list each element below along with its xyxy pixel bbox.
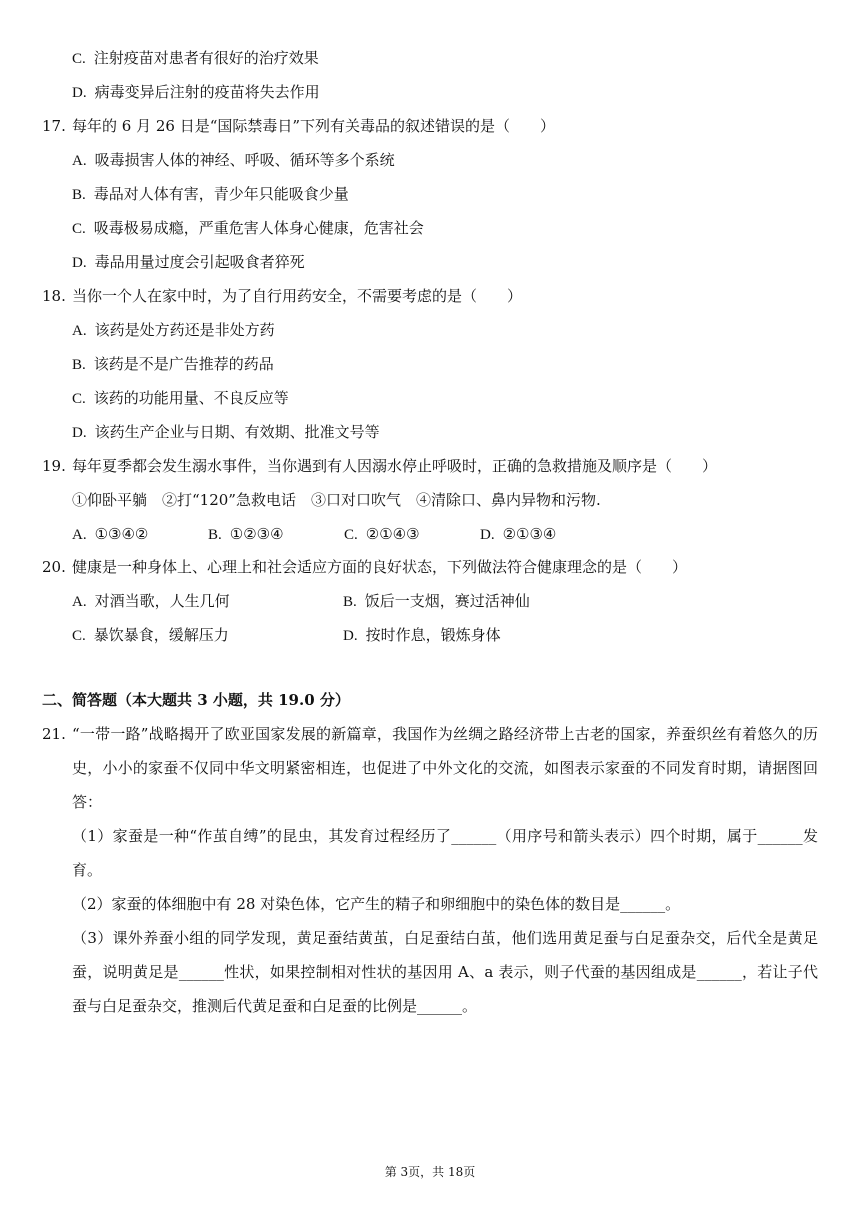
q21-part-1: （1）家蚕是一种“作茧自缚”的昆虫，其发育过程经历了______（用序号和箭头表示）四个时期，属于______发育。: [72, 827, 818, 879]
option-letter: A.: [72, 323, 87, 339]
option-letter: D.: [72, 425, 87, 441]
q18-stem: 当你一个人在家中时，为了自行用药安全，不需要考虑的是（ ）: [72, 287, 523, 305]
page-footer: 第 3页，共 18页: [384, 1165, 476, 1179]
q20-option-a: [72, 591, 230, 612]
option-letter: C.: [72, 51, 86, 67]
option-text: ②①④③: [365, 525, 420, 543]
q19-option-d: [480, 524, 556, 545]
q21-stem: “一带一路”战略揭开了欧亚国家发展的新篇章，我国作为丝绸之路经济带上古老的国家，养蚕织丝有着悠久的历史，小小的家蚕不仅同中华文明紧密相连，也促进了中外文化的交流，如图表示家蚕的不同发育时期，请据图回答：: [72, 725, 818, 811]
option-text: 该药是处方药还是非处方药: [94, 321, 275, 339]
q20-option-c: [72, 625, 229, 646]
q21-part-3: （3）课外养蚕小组的同学发现，黄足蚕结黄茧，白足蚕结白茧，他们选用黄足蚕与白足蚕杂交，后代全是黄足蚕，说明黄足是______性状，如果控制相对性状的基因用 A、a 表示，则子代蚕的基因组成是______，若让子代蚕与白足蚕杂交，推测后代黄足蚕和白足蚕的比例是______。: [72, 929, 818, 1015]
option-letter: B.: [208, 527, 222, 543]
q17-option-b: [72, 184, 349, 205]
q19-option-c: [344, 524, 420, 545]
q19-stem: 每年夏季都会发生溺水事件，当你遇到有人因溺水停止呼吸时，正确的急救措施及顺序是（ ）: [72, 457, 718, 475]
option-text: 饭后一支烟，赛过活神仙: [364, 592, 530, 610]
option-text: 吸毒极易成瘾，严重危害人体身心健康，危害社会: [93, 219, 424, 237]
option-letter: C.: [72, 221, 86, 237]
option-letter: A.: [72, 153, 87, 169]
option-letter: D.: [343, 628, 358, 644]
option-text: 病毒变异后注射的疫苗将失去作用: [94, 83, 320, 101]
option-text: 该药生产企业与日期、有效期、批准文号等: [94, 423, 380, 441]
q17-option-a: [72, 150, 395, 171]
q21-number: 21.: [42, 725, 66, 743]
option-letter: B.: [72, 187, 86, 203]
option-letter: D.: [72, 85, 87, 101]
option-text: 该药是不是广告推荐的药品: [93, 355, 274, 373]
q21-part-2: （2）家蚕的体细胞中有 28 对染色体，它产生的精子和卵细胞中的染色体的数目是______。: [72, 895, 681, 913]
q20-option-d: [343, 625, 501, 646]
section-title: 二、简答题（本大题共 3 小题，共 19.0 分）: [42, 691, 350, 709]
q19-number: 19.: [42, 457, 66, 475]
option-letter: A.: [72, 594, 87, 610]
option-letter: B.: [72, 357, 86, 373]
q18-option-d: [72, 422, 380, 443]
option-letter: C.: [344, 527, 358, 543]
option-letter: D.: [72, 255, 87, 271]
option-text: ①③④②: [94, 525, 149, 543]
q20-stem: 健康是一种身体上、心理上和社会适应方面的良好状态，下列做法符合健康理念的是（ ）: [72, 558, 688, 576]
q20-option-b: [343, 591, 530, 612]
option-text: 吸毒损害人体的神经、呼吸、循环等多个系统: [94, 151, 395, 169]
q17-option-d: [72, 252, 305, 273]
q18-option-b: [72, 354, 274, 375]
option-text: 注射疫苗对患者有很好的治疗效果: [93, 49, 319, 67]
q17-option-c: [72, 218, 424, 239]
q19-option-b: [208, 524, 284, 545]
q17-number: 17.: [42, 117, 66, 135]
option-letter: C.: [72, 391, 86, 407]
q17-stem: 每年的 6 月 26 日是“国际禁毒日”下列有关毒品的叙述错误的是（ ）: [72, 117, 556, 135]
q18-option-c: [72, 388, 289, 409]
option-letter: B.: [343, 594, 357, 610]
option-letter: D.: [480, 527, 495, 543]
option-text: 按时作息，锻炼身体: [365, 626, 501, 644]
option-letter: C.: [72, 628, 86, 644]
option-text: 毒品对人体有害，青少年只能吸食少量: [93, 185, 349, 203]
option-text: ②①③④: [502, 525, 557, 543]
q16-option-d: [72, 82, 320, 103]
q18-number: 18.: [42, 287, 66, 305]
q16-option-c: [72, 48, 319, 69]
option-text: 该药的功能用量、不良反应等: [93, 389, 289, 407]
q18-option-a: [72, 320, 275, 341]
option-text: 毒品用量过度会引起吸食者猝死: [94, 253, 305, 271]
q20-number: 20.: [42, 558, 66, 576]
q19-option-a: [72, 524, 148, 545]
option-text: ①②③④: [229, 525, 284, 543]
option-letter: A.: [72, 527, 87, 543]
q19-steps: ①仰卧平躺 ②打“120”急救电话 ③口对口吹气 ④清除口、鼻内异物和污物.: [72, 491, 601, 509]
option-text: 对酒当歌，人生几何: [94, 592, 230, 610]
option-text: 暴饮暴食，缓解压力: [93, 626, 229, 644]
